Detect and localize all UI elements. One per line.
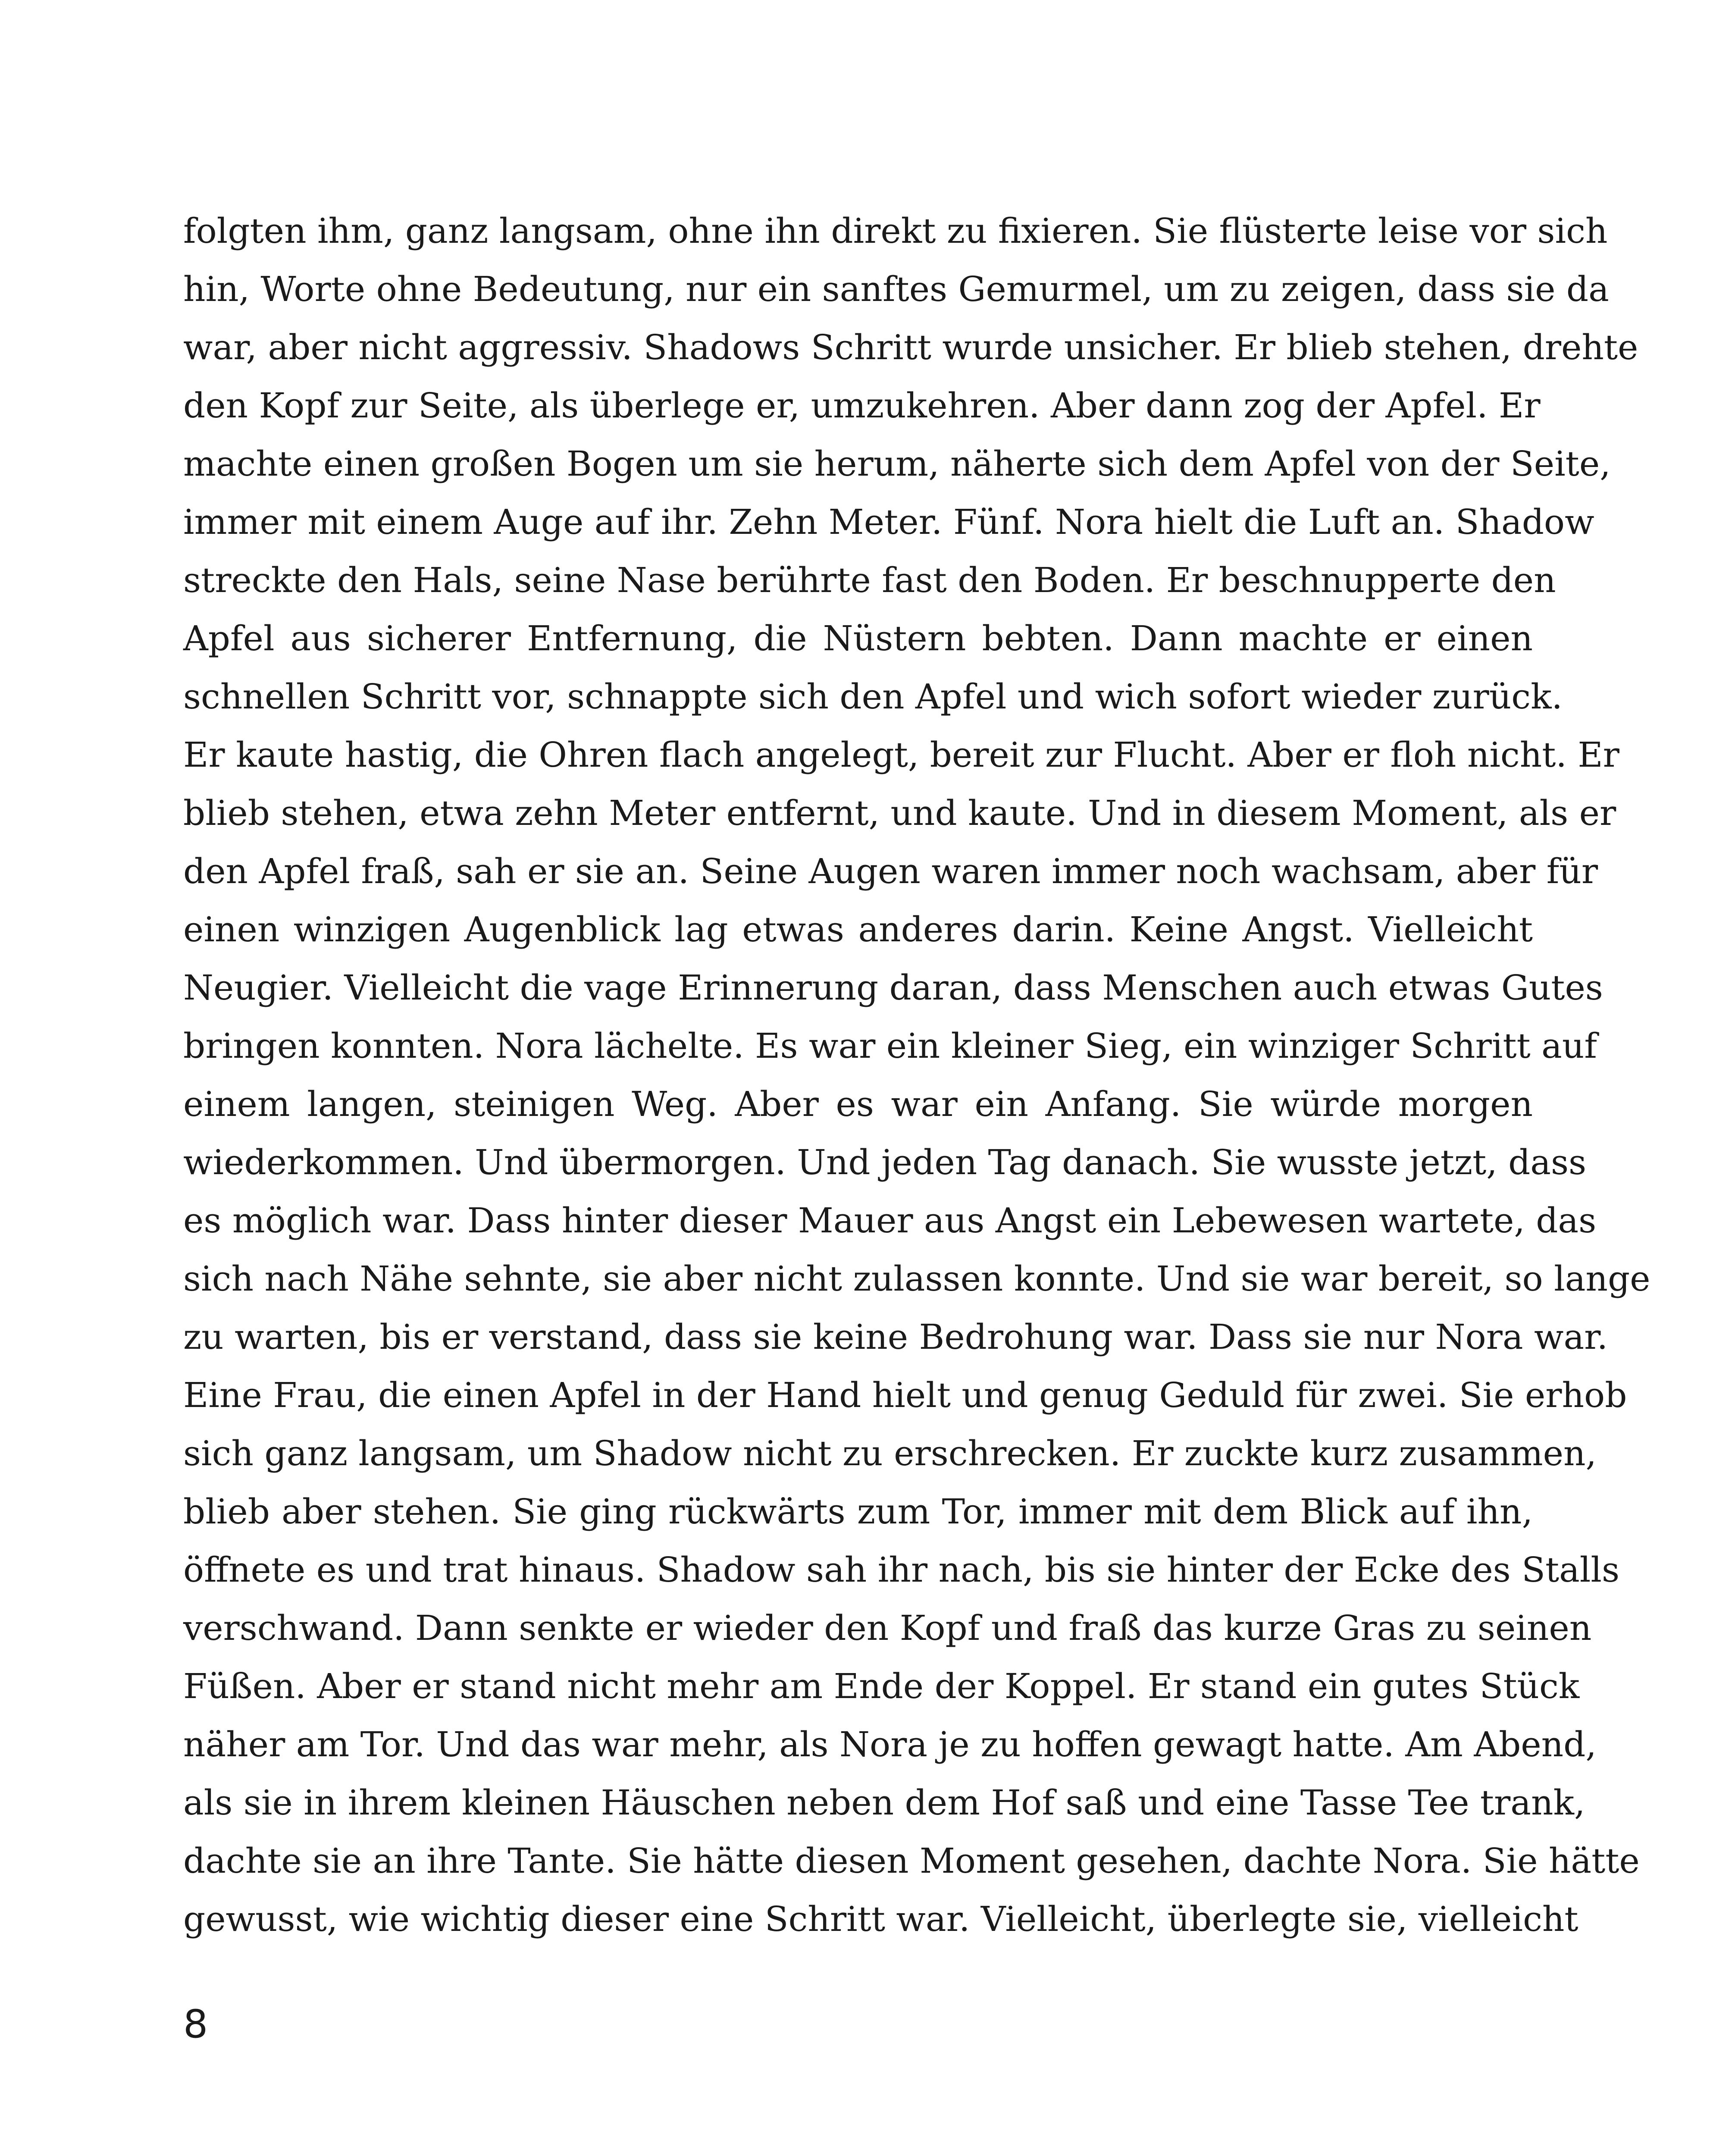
text-line: Eine Frau, die einen Apfel in der Hand hielt und genug Geduld für zwei. Sie erhob: [183, 1375, 1627, 1415]
page-number: 8: [183, 2002, 208, 2047]
text-line: einem langen, steinigen Weg. Aber es war ein Anfang. Sie würde morgen: [183, 1084, 1533, 1124]
text-line: hin, Worte ohne Bedeutung, nur ein sanftes Gemurmel, um zu zeigen, dass sie da: [183, 269, 1609, 309]
text-line: als sie in ihrem kleinen Häuschen neben dem Hof saß und eine Tasse Tee trank,: [183, 1783, 1585, 1823]
text-line: folgten ihm, ganz langsam, ohne ihn direkt zu fixieren. Sie flüsterte leise vor sich: [183, 211, 1608, 251]
text-line: blieb aber stehen. Sie ging rückwärts zum Tor, immer mit dem Blick auf ihn,: [183, 1492, 1533, 1532]
text-line: öffnete es und trat hinaus. Shadow sah ihr nach, bis sie hinter der Ecke des Stalls: [183, 1550, 1620, 1590]
text-line: Neugier. Vielleicht die vage Erinnerung daran, dass Menschen auch etwas Gutes: [183, 968, 1603, 1008]
text-line: machte einen großen Bogen um sie herum, näherte sich dem Apfel von der Seite,: [183, 444, 1611, 484]
text-line: es möglich war. Dass hinter dieser Mauer aus Angst ein Lebewesen wartete, das: [183, 1200, 1597, 1241]
text-line: Er kaute hastig, die Ohren flach angelegt, bereit zur Flucht. Aber er floh nicht. Er: [183, 735, 1619, 775]
text-line: wiederkommen. Und übermorgen. Und jeden Tag danach. Sie wusste jetzt, dass: [183, 1142, 1587, 1182]
text-line: sich nach Nähe sehnte, sie aber nicht zulassen konnte. Und sie war bereit, so lange: [183, 1259, 1651, 1299]
text-line: sich ganz langsam, um Shadow nicht zu erschrecken. Er zuckte kurz zusammen,: [183, 1433, 1597, 1473]
text-line: war, aber nicht aggressiv. Shadows Schritt wurde unsicher. Er blieb stehen, drehte: [183, 327, 1638, 367]
text-line: schnellen Schritt vor, schnappte sich den Apfel und wich sofort wieder zurück.: [183, 677, 1563, 717]
text-line: zu warten, bis er verstand, dass sie keine Bedrohung war. Dass sie nur Nora war.: [183, 1317, 1608, 1357]
text-line: verschwand. Dann senkte er wieder den Kopf und fraß das kurze Gras zu seinen: [183, 1608, 1592, 1648]
text-line: immer mit einem Auge auf ihr. Zehn Meter. Fünf. Nora hielt die Luft an. Shadow: [183, 502, 1594, 542]
text-line: streckte den Hals, seine Nase berührte fast den Boden. Er beschnupperte den: [183, 560, 1556, 600]
text-line: den Apfel fraß, sah er sie an. Seine Augen waren immer noch wachsam, aber für: [183, 851, 1598, 891]
text-line: bringen konnten. Nora lächelte. Es war ein kleiner Sieg, ein winziger Schritt auf: [183, 1026, 1597, 1066]
text-line: den Kopf zur Seite, als überlege er, umzukehren. Aber dann zog der Apfel. Er: [183, 385, 1541, 426]
text-line: einen winzigen Augenblick lag etwas anderes darin. Keine Angst. Vielleicht: [183, 909, 1533, 950]
text-line: Füßen. Aber er stand nicht mehr am Ende der Koppel. Er stand ein gutes Stück: [183, 1666, 1580, 1706]
body-text: [183, 202, 1651, 1948]
text-line: Apfel aus sicherer Entfernung, die Nüstern bebten. Dann machte er einen: [183, 618, 1533, 658]
text-line: dachte sie an ihre Tante. Sie hätte diesen Moment gesehen, dachte Nora. Sie hätte: [183, 1841, 1640, 1881]
text-line: näher am Tor. Und das war mehr, als Nora je zu hoffen gewagt hatte. Am Abend,: [183, 1724, 1597, 1764]
text-line: blieb stehen, etwa zehn Meter entfernt, und kaute. Und in diesem Moment, als er: [183, 793, 1616, 833]
text-line: gewusst, wie wichtig dieser eine Schritt war. Vielleicht, überlegte sie, vielleicht: [183, 1899, 1579, 1939]
